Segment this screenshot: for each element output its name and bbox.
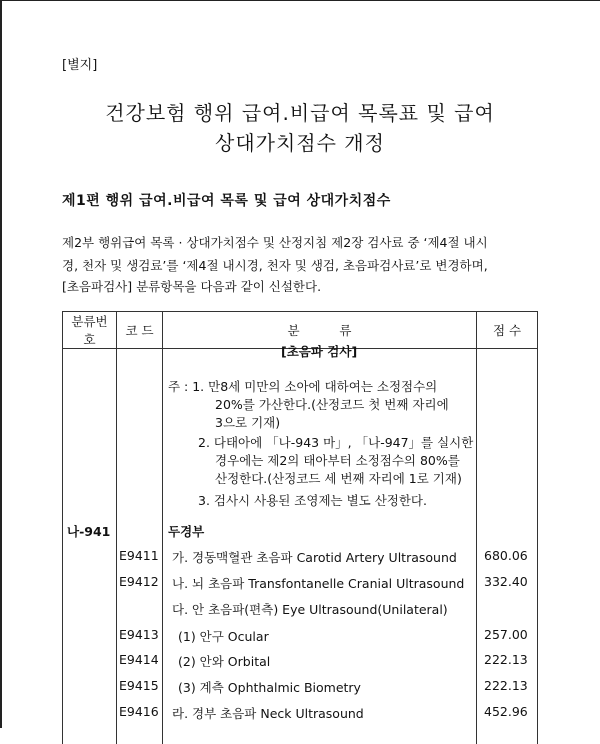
row-score-5: 222.13 [484, 652, 528, 667]
row-code-1: E9411 [119, 548, 159, 563]
category-name: 두경부 [168, 522, 204, 540]
note-line-1: 주 : 1. 만8세 미만의 소아에 대하여는 소정점수의 [168, 377, 437, 395]
group-title: [초음파 검사] [281, 342, 357, 360]
note-line-6: 산정한다.(산정코드 세 번째 자리에 1로 기재) [215, 469, 462, 487]
header-category-no: 분류번호 [63, 312, 117, 349]
note-line-7: 3. 검사시 사용된 조영제는 별도 산정한다. [198, 491, 427, 509]
note-line-4: 2. 다태아에 「나-943 마」, 「나-947」를 실시한 [198, 433, 473, 451]
row-score-6: 222.13 [484, 678, 528, 693]
note-line-3: 3으로 기재) [215, 413, 280, 431]
note-line-5: 경우에는 제2의 태아부터 소정점수의 80%를 [215, 451, 460, 469]
header-code: 코 드 [117, 312, 163, 349]
section-heading: 제1편 행위 급여.비급여 목록 및 급여 상대가치점수 [62, 190, 391, 210]
row-code-7: E9416 [119, 704, 159, 719]
row-code-2: E9412 [119, 574, 159, 589]
row-name-6: (3) 계측 Ophthalmic Biometry [178, 678, 361, 696]
row-name-3: 다. 안 초음파(편측) Eye Ultrasound(Unilateral) [172, 600, 448, 618]
row-code-4: E9413 [119, 627, 159, 642]
document-title-line-1: 건강보험 행위 급여.비급여 목록표 및 급여 [0, 97, 600, 126]
row-score-4: 257.00 [484, 627, 528, 642]
document-title-line-2: 상대가치점수 개정 [0, 127, 600, 156]
row-name-2: 나. 뇌 초음파 Transfontanelle Cranial Ultrasound [172, 574, 464, 592]
category-column [63, 349, 117, 744]
note-line-2: 20%를 가산한다.(산정코드 첫 번째 자리에 [215, 395, 449, 413]
header-score: 점 수 [477, 312, 538, 349]
row-code-5: E9414 [119, 652, 159, 667]
row-name-4: (1) 안구 Ocular [178, 627, 269, 645]
row-name-5: (2) 안와 Orbital [178, 652, 270, 670]
row-score-1: 680.06 [484, 548, 528, 563]
row-score-2: 332.40 [484, 574, 528, 589]
row-name-1: 가. 경동맥혈관 초음파 Carotid Artery Ultrasound [172, 548, 457, 566]
category-number: 나-941 [67, 522, 110, 540]
row-score-7: 452.96 [484, 704, 528, 719]
paragraph-line-3: [초음파검사] 분류항목을 다음과 같이 신설한다. [62, 281, 544, 294]
attachment-label: [별지] [62, 54, 97, 73]
row-name-7: 라. 경부 초음파 Neck Ultrasound [172, 704, 364, 722]
paragraph-line-1: 제2부 행위급여 목록 · 상대가치점수 및 산정지침 제2장 검사료 중 ‘제4절 내시 [62, 237, 544, 250]
paragraph-line-2: 경, 천자 및 생검료’를 ‘제4절 내시경, 천자 및 생검, 초음파검사료’로 변경하며, [62, 260, 544, 273]
header-classification: 분 류 [163, 312, 477, 349]
row-code-6: E9415 [119, 678, 159, 693]
